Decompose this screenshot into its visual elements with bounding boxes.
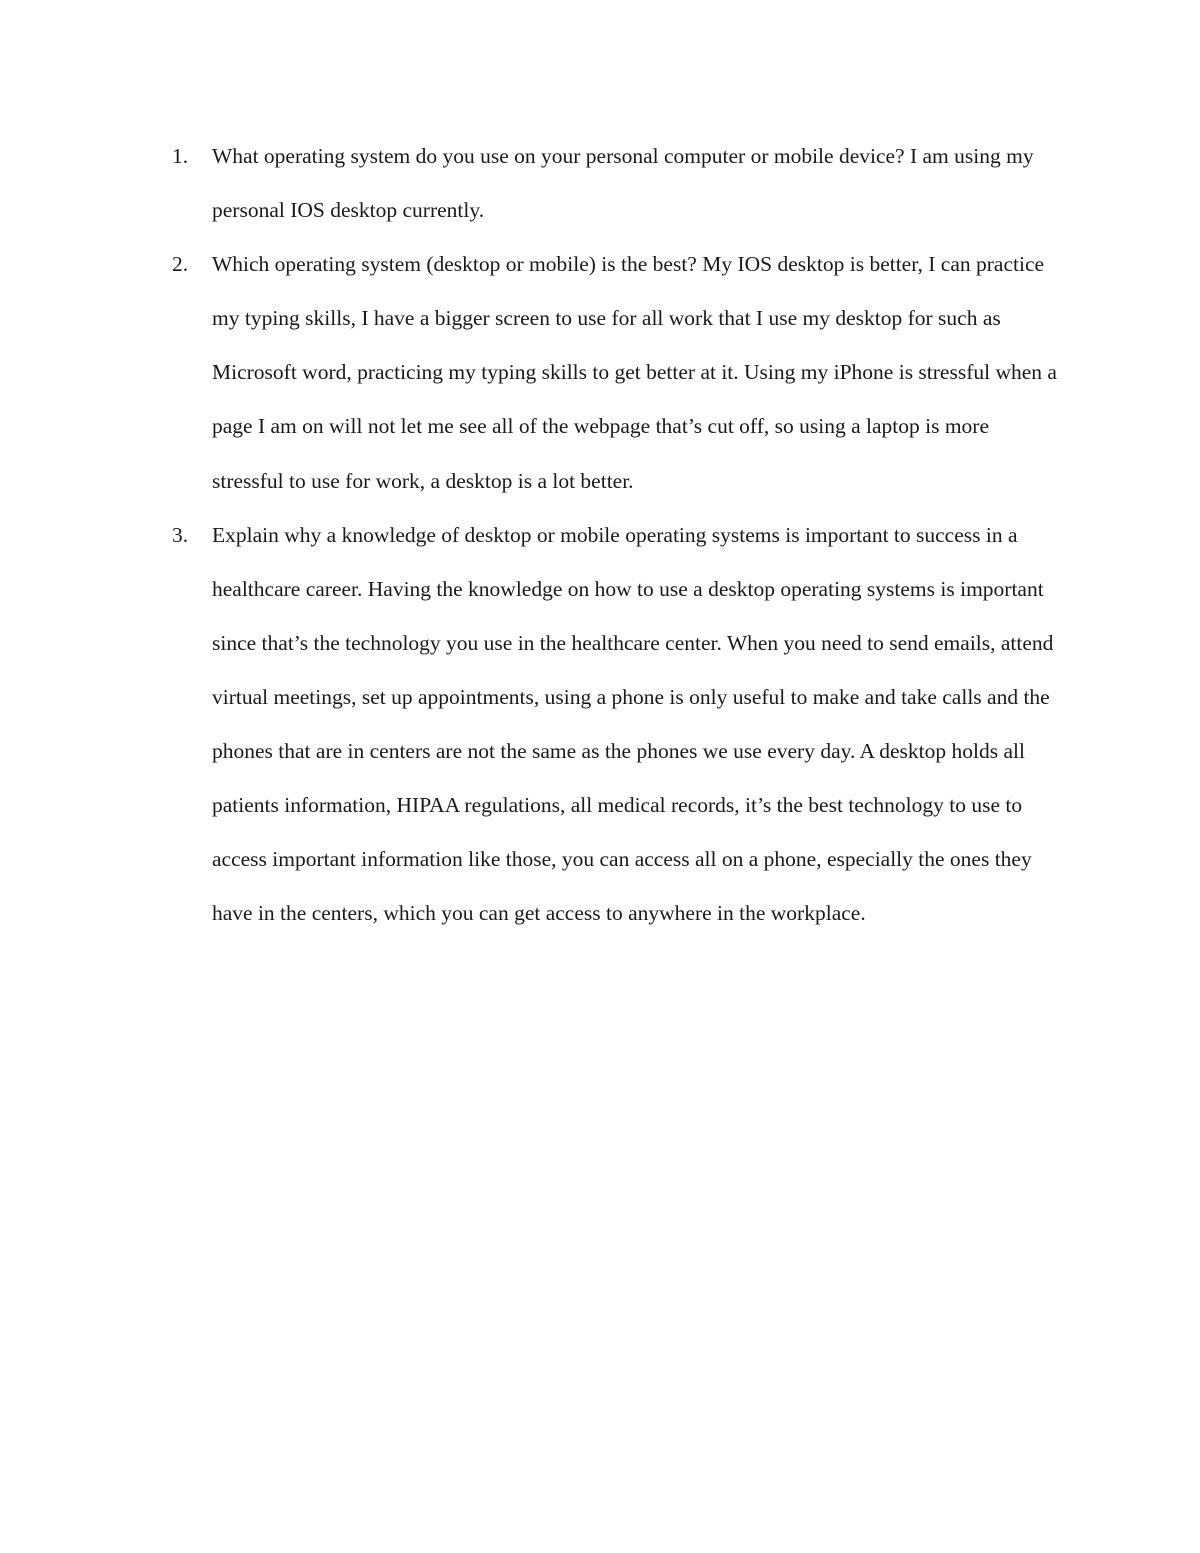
list-item-text: Explain why a knowledge of desktop or mobile operating systems is important to success in a healthcare career. Having the knowledge on how to use a desktop operating systems is important since that’s the technology you use in the healthcare center. When you need to send emails, attend virtual meetings, set up appointments, using a phone is only useful to make and take calls and the phones that are in centers are not the same as the phones we use every day. A desktop holds all patients information, HIPAA regulations, all medical records, it’s the best technology to use to access important information like those, you can access all on a phone, especially the ones they have in the centers, which you can get access to anywhere in the workplace. [212, 522, 1054, 926]
numbered-answer-list [172, 129, 1062, 940]
list-item-3 [172, 508, 1062, 941]
list-item-number: 1. [172, 144, 189, 168]
list-item-text: What operating system do you use on your personal computer or mobile device? I am using my personal IOS desktop currently. [212, 144, 1034, 223]
list-item-text: Which operating system (desktop or mobile) is the best? My IOS desktop is better, I can practice my typing skills, I have a bigger screen to use for all work that I use my desktop for such as Microsoft word, practicing my typing skills to get better at it. Using my iPhone is stressful when a page I am on will not let me see all of the webpage that’s cut off, so using a laptop is more stressful to use for work, a desktop is a lot better. [212, 252, 1057, 493]
list-item-2 [172, 237, 1062, 507]
list-item-number: 2. [172, 252, 189, 277]
list-item-number: 3. [172, 522, 189, 547]
list-item-1 [172, 129, 1062, 237]
